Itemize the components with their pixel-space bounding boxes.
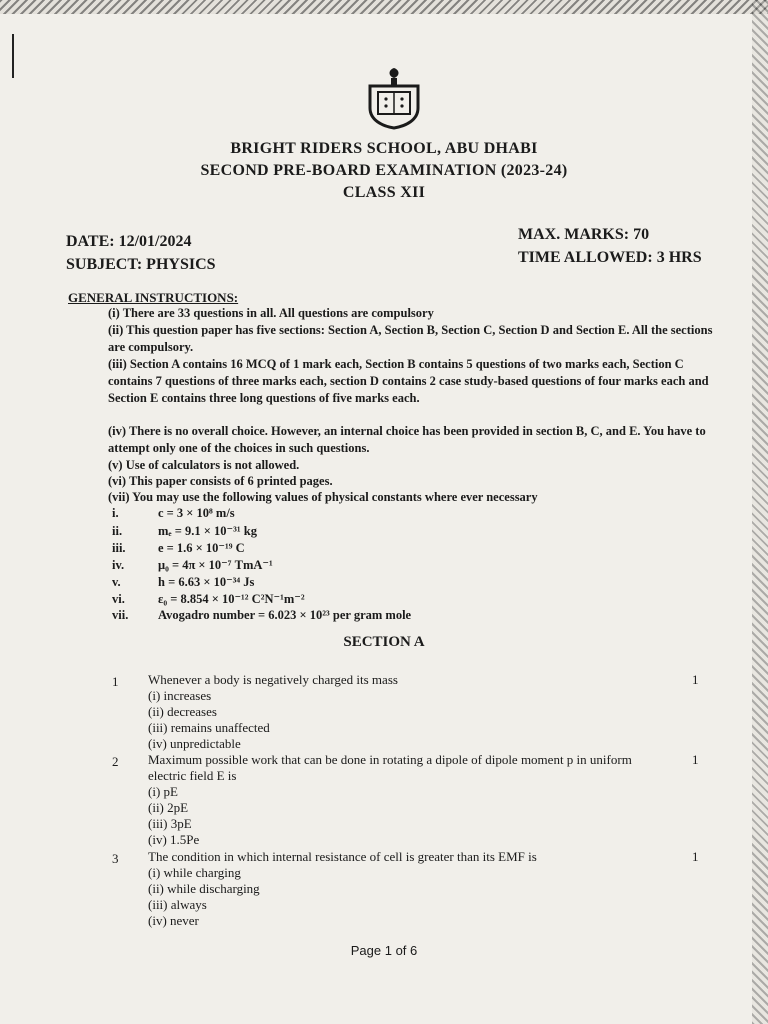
option: (ii) 2pE: [148, 800, 189, 815]
constant-row: [112, 591, 305, 607]
scan-border-top: [0, 0, 768, 14]
constant-value: mₑ = 9.1 × 10⁻³¹ kg: [158, 524, 257, 538]
constant-number: iv.: [112, 558, 125, 572]
constant-number: ii.: [112, 524, 123, 538]
constant-row: [112, 557, 273, 573]
option: (iii) 3pE: [148, 816, 192, 831]
question-number: 1: [112, 674, 119, 689]
question-1: [148, 672, 668, 752]
question-text: The condition in which internal resistance of cell is greater than its EMF is: [148, 849, 537, 864]
constant-number: vii.: [112, 608, 129, 622]
constant-value: Avogadro number = 6.023 × 10²³ per gram mole: [158, 608, 412, 622]
instruction-item: (ii) This question paper has five sections: Section A, Section B, Section C, Section D and Section E. All the sections are compulsory.: [108, 323, 713, 354]
question-2: [148, 752, 668, 848]
question-text: Whenever a body is negatively charged its mass: [148, 672, 398, 687]
option: (iv) never: [148, 913, 199, 928]
constant-row: [112, 523, 257, 539]
option: (iv) unpredictable: [148, 736, 241, 751]
option: (iv) 1.5Pe: [148, 832, 200, 847]
constant-number: i.: [112, 506, 119, 520]
instruction-item: (iii) Section A contains 16 MCQ of 1 mark each, Section B contains 5 questions of two marks each, Section C contains 7 questions of three marks each, section D contains 2 case study-based questions of four marks each and Section E contains three long questions of five marks each.: [108, 357, 709, 405]
constant-value: μ₀ = 4π × 10⁻⁷ TmA⁻¹: [158, 558, 273, 572]
constant-value: ε₀ = 8.854 × 10⁻¹² C²N⁻¹m⁻²: [158, 592, 305, 606]
constant-row: [112, 608, 411, 623]
question-number: 2: [112, 754, 119, 769]
constant-value: e = 1.6 × 10⁻¹⁹ C: [158, 541, 245, 555]
exam-title: SECOND PRE-BOARD EXAMINATION (2023-24): [200, 162, 568, 179]
exam-date: DATE: 12/01/2024: [66, 233, 192, 250]
instructions-title: GENERAL INSTRUCTIONS:: [68, 290, 239, 305]
option: (ii) while discharging: [148, 881, 260, 896]
option: (ii) decreases: [148, 704, 217, 719]
max-marks: MAX. MARKS: 70: [518, 226, 650, 243]
question-marks: 1: [692, 672, 699, 687]
page-number: Page 1 of 6: [350, 943, 418, 958]
option: (iii) remains unaffected: [148, 720, 270, 735]
instruction-item: (v) Use of calculators is not allowed.: [108, 458, 300, 472]
exam-subject: SUBJECT: PHYSICS: [66, 256, 216, 273]
instruction-item: (i) There are 33 questions in all. All questions are compulsory: [108, 306, 434, 320]
option: (i) pE: [148, 784, 178, 799]
time-allowed: TIME ALLOWED: 3 HRS: [518, 249, 702, 266]
school-name: BRIGHT RIDERS SCHOOL, ABU DHABI: [230, 140, 538, 157]
constant-value: c = 3 × 10⁸ m/s: [158, 506, 235, 520]
class-label: CLASS XII: [342, 184, 426, 201]
question-number: 3: [112, 851, 119, 866]
constant-number: iii.: [112, 541, 126, 555]
instruction-item: (vi) This paper consists of 6 printed pages.: [108, 474, 333, 488]
constant-row: [112, 574, 254, 590]
constant-number: vi.: [112, 592, 125, 606]
constant-row: [112, 506, 235, 521]
section-a-title: SECTION A: [343, 634, 425, 650]
option: (i) while charging: [148, 865, 241, 880]
option: (i) increases: [148, 688, 212, 703]
constant-row: [112, 540, 245, 556]
instruction-item: (vii) You may use the following values of physical constants where ever necessary: [108, 490, 538, 504]
question-3: [148, 849, 668, 929]
margin-mark: [12, 34, 14, 78]
question-text: Maximum possible work that can be done in rotating a dipole of dipole moment p in uniform electric field E is: [148, 752, 632, 783]
school-logo-icon: [364, 64, 424, 130]
option: (iii) always: [148, 897, 207, 912]
question-marks: 1: [692, 849, 699, 864]
constant-number: v.: [112, 575, 121, 589]
question-marks: 1: [692, 752, 699, 767]
constant-value: h = 6.63 × 10⁻³⁴ Js: [158, 575, 255, 589]
instruction-item: (iv) There is no overall choice. However, an internal choice has been provided in section B, C, and E. You have to attempt only one of the choices in such questions.: [108, 424, 706, 455]
